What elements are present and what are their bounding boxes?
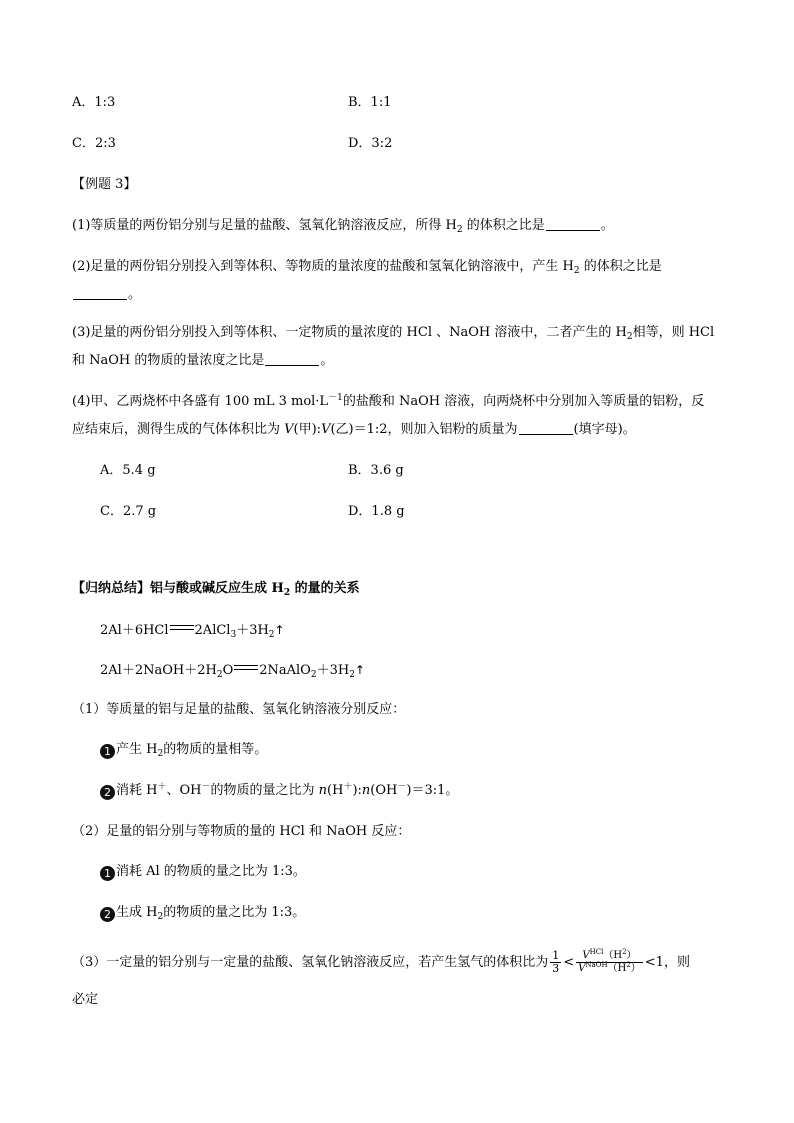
question-3-line2: 和 NaOH 的物质的量浓度之比是 。 bbox=[72, 353, 334, 368]
point-1a: 1 产生 $H_2$的物质的量相等。 bbox=[100, 740, 267, 760]
answer-blank bbox=[519, 420, 573, 435]
question-1: (1)等质量的两份铝分别与足量的盐酸、氢氧化钠溶液反应，所得 $H_2$ 的体积之比是 。 bbox=[72, 218, 614, 235]
answer-blank bbox=[73, 285, 127, 300]
option-a: A．5.4 g bbox=[100, 463, 156, 478]
question-4: (4)甲、乙两烧杯中各盛有 100 mL 3 $mol\cdot L^{-1}$的盐酸和 NaOH 溶液，向两烧杯中分别加入等质量的铝粉，反 bbox=[72, 393, 705, 409]
option-c: C．2.7 g bbox=[100, 504, 157, 519]
answer-blank bbox=[265, 351, 319, 366]
question-3: (3)足量的两份铝分别投入到等体积、一定物质的量浓度的 HCl 、NaOH 溶液中，二者产生的 $H_2$相等，则 HCl bbox=[72, 325, 715, 342]
question-2-line2: 。 bbox=[72, 285, 141, 305]
option-b: B．1:1 bbox=[348, 95, 392, 110]
question-4-line2: 应结束后，测得生成的气体体积比为 V(甲):V(乙)＝1:2，则加入铝粉的质量为 (填字母)。 bbox=[72, 422, 636, 437]
option-a: A．1:3 bbox=[72, 95, 116, 110]
point-2b: 2 生成 $H_2$的物质的量之比为 1:3。 bbox=[100, 903, 305, 923]
point-3: （3）一定量的铝分别与一定量的盐酸、氢氧化钠溶液反应，若产生氢气的体积比为 $\frac{1}{3}$ < $\frac{V^{HCl}(H^2)}{V^{NaOH}(H^2)}$ <1，则 bbox=[72, 948, 690, 975]
circled-number-icon: 1 bbox=[100, 866, 115, 881]
volume-ratio-fraction: $\frac{V^{HCl}(H^2)}{V^{NaOH}(H^2)}$ bbox=[578, 948, 641, 974]
fraction-one-third: $\frac{1}{3}$ bbox=[552, 949, 560, 975]
option-d: D．3:2 bbox=[348, 136, 393, 151]
example-title: 【例题 3】 bbox=[72, 177, 137, 192]
question-2: (2)足量的两份铝分别投入到等体积、等物质的量浓度的盐酸和氢氧化钠溶液中，产生 $H_2$ 的体积之比是 bbox=[72, 259, 662, 276]
option-d: D．1.8 g bbox=[348, 504, 405, 519]
circled-number-icon: 2 bbox=[100, 785, 115, 800]
option-c: C．2:3 bbox=[72, 136, 116, 151]
circled-number-icon: 2 bbox=[100, 907, 115, 922]
summary-title: 【归纳总结】铝与酸或碱反应生成 $H_2$ 的量的关系 bbox=[72, 581, 360, 598]
point-2: （2）足量的铝分别与等物质的量的 HCl 和 NaOH 反应： bbox=[72, 824, 411, 839]
equation-1: 2Al＋6HCl $2AlCl_3+3H_2↑$ bbox=[100, 623, 285, 640]
point-2a: 1 消耗 Al 的物质的量之比为 1:3。 bbox=[100, 862, 306, 882]
point-1: （1）等质量的铝与足量的盐酸、氢氧化钠溶液分别反应： bbox=[72, 702, 406, 717]
point-1b: 2 消耗 H＋、OH－的物质的量之比为 n(H＋):n(OH－)＝3:1。 bbox=[100, 781, 458, 801]
circled-number-icon: 1 bbox=[100, 744, 115, 759]
answer-blank bbox=[546, 216, 600, 231]
option-b: B．3.6 g bbox=[348, 463, 404, 478]
point-3-line2: 必定 bbox=[72, 992, 99, 1007]
equation-2: $2Al+2NaOH+2H_2O$ $2NaAlO_2+3H_2↑$ bbox=[100, 663, 365, 680]
